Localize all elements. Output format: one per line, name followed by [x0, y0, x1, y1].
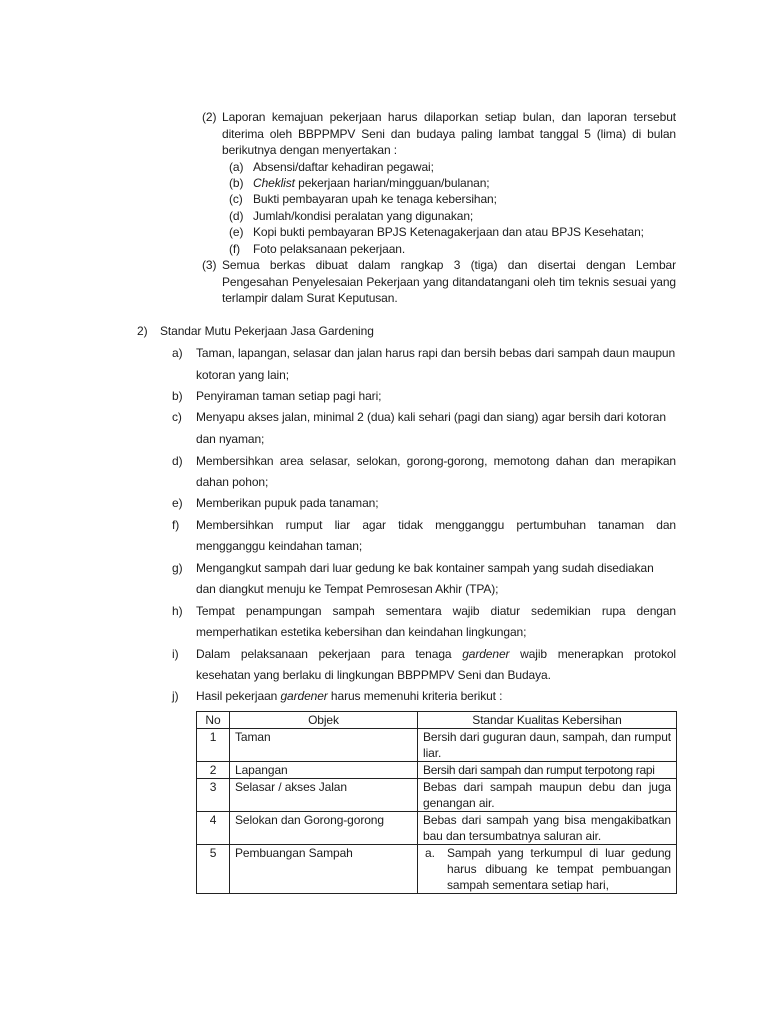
cleanliness-standard-table [196, 711, 677, 894]
item-c-line-1: Menyapu akses jalan, minimal 2 (dua) kali sehari (pagi dan siang) agar bersih dari kotoran [196, 410, 666, 424]
item-3-line-1: Semua berkas dibuat dalam rangkap 3 (tiga) dan disertai dengan Lembar [222, 258, 676, 272]
subitem-d-label: (d) [229, 209, 244, 223]
subitem-b-text [253, 176, 490, 190]
item-j-line-1 [196, 689, 676, 703]
item-j-part-1: Hasil pekerjaan [196, 689, 281, 703]
subitem-e-label: (e) [229, 225, 244, 239]
subitem-c-text: Bukti pembayaran upah ke tenaga kebersihan; [253, 192, 497, 206]
row-2-objek: Lapangan [230, 762, 418, 779]
row-5-standar-text: Sampah yang terkumpul di luar gedung harus dibuang ke tempat pembuangan sampah sementara setiap hari, [447, 846, 671, 892]
item-d-line-2: dahan pohon; [196, 475, 269, 489]
item-2-line-1: Laporan kemajuan pekerjaan harus dilaporkan setiap bulan, dan laporan tersebut [222, 110, 676, 124]
item-2-line-2: diterima oleh BBPPMPV Seni dan budaya paling lambat tanggal 5 (lima) di bulan [222, 127, 676, 141]
row-1-standar: Bersih dari guguran daun, sampah, dan rumput liar. [418, 729, 677, 762]
subitem-a-text: Absensi/daftar kehadiran pegawai; [253, 160, 434, 174]
row-5-standar [418, 845, 677, 894]
item-f-line-2: mengganggu keindahan taman; [196, 539, 363, 553]
item-i-part-2: wajib menerapkan protokol [509, 647, 676, 661]
subitem-b-label: (b) [229, 176, 244, 190]
item-3-line-2: Pengesahan Penyelesaian Pekerjaan yang ditandatangani oleh tim teknis sesuai yang [222, 275, 676, 289]
item-g-label: g) [172, 561, 183, 575]
item-i-line-2: kesehatan yang berlaku di lingkungan BBPPMPV Seni dan Budaya. [196, 668, 551, 682]
item-i-italic: gardener [462, 647, 510, 661]
item-c-label: c) [172, 410, 182, 424]
item-e-line-1: Memberikan pupuk pada tanaman; [196, 496, 379, 510]
row-5-standar-label: a. [425, 846, 435, 860]
item-i-part-1: Dalam pelaksanaan pekerjaan para tenaga [196, 647, 463, 661]
subitem-b-rest: pekerjaan harian/mingguan/bulanan; [294, 176, 490, 190]
row-5-objek: Pembuangan Sampah [230, 845, 418, 894]
row-3-objek: Selasar / akses Jalan [230, 779, 418, 812]
subitem-b-italic: Cheklist [253, 176, 295, 190]
item-3-number: (3) [202, 258, 217, 272]
row-4-objek: Selokan dan Gorong-gorong [230, 812, 418, 845]
item-2-number: (2) [202, 110, 217, 124]
table-row [197, 729, 677, 762]
item-a-line-1: Taman, lapangan, selasar dan jalan harus rapi dan bersih bebas dari sampah daun maupun [196, 346, 676, 360]
item-h-line-2: memperhatikan estetika kebersihan dan keindahan lingkungan; [196, 625, 527, 639]
subitem-f-label: (f) [229, 242, 241, 256]
table-row [197, 845, 677, 894]
subitem-f-text: Foto pelaksanaan pekerjaan. [253, 242, 406, 256]
row-2-no: 2 [197, 762, 230, 779]
item-3-line-3: terlampir dalam Surat Keputusan. [222, 291, 398, 305]
header-no: No [197, 712, 230, 729]
table-row [197, 762, 677, 779]
section-number: 2) [137, 324, 148, 338]
row-4-no: 4 [197, 812, 230, 845]
subitem-c-label: (c) [229, 192, 243, 206]
row-5-no: 5 [197, 845, 230, 894]
row-2-standar: Bersih dari sampah dan rumput terpotong rapi [418, 762, 677, 779]
section-title: Standar Mutu Pekerjaan Jasa Gardening [160, 324, 374, 338]
subitem-a-label: (a) [229, 160, 244, 174]
item-a-line-2: kotoran yang lain; [196, 368, 289, 382]
row-3-standar: Bebas dari sampah maupun debu dan juga genangan air. [418, 779, 677, 812]
item-e-label: e) [172, 496, 183, 510]
item-i-label: i) [172, 647, 179, 661]
item-j-part-2: harus memenuhi kriteria berikut : [327, 689, 503, 703]
item-a-label: a) [172, 346, 183, 360]
item-b-line-1: Penyiraman taman setiap pagi hari; [196, 389, 382, 403]
subitem-e-text: Kopi bukti pembayaran BPJS Ketenagakerjaan dan atau BPJS Kesehatan; [253, 225, 644, 239]
item-d-line-1: Membersihkan area selasar, selokan, gorong-gorong, memotong dahan dan merapikan [196, 454, 676, 468]
item-d-label: d) [172, 454, 183, 468]
item-j-label: j) [172, 689, 179, 703]
item-j-italic: gardener [280, 689, 328, 703]
item-h-label: h) [172, 604, 183, 618]
header-objek: Objek [230, 712, 418, 729]
item-h-line-1: Tempat penampungan sampah sementara wajib diatur sedemikian rupa dengan [196, 604, 676, 618]
row-1-objek: Taman [230, 729, 418, 762]
item-b-label: b) [172, 389, 183, 403]
table-row [197, 779, 677, 812]
item-f-label: f) [172, 518, 180, 532]
row-3-no: 3 [197, 779, 230, 812]
row-4-standar: Bebas dari sampah yang bisa mengakibatkan bau dan tersumbatnya saluran air. [418, 812, 677, 845]
row-1-no: 1 [197, 729, 230, 762]
item-g-line-1: Mengangkut sampah dari luar gedung ke bak kontainer sampah yang sudah disediakan [196, 561, 654, 575]
header-standar: Standar Kualitas Kebersihan [418, 712, 677, 729]
table-header-row [197, 712, 677, 729]
item-f-line-1: Membersihkan rumput liar agar tidak mengganggu pertumbuhan tanaman dan [196, 518, 676, 532]
item-2-line-3: berikutnya dengan menyertakan : [222, 143, 398, 157]
table-row [197, 812, 677, 845]
item-c-line-2: dan nyaman; [196, 432, 265, 446]
item-g-line-2: dan diangkut menuju ke Tempat Pemrosesan Akhir (TPA); [196, 582, 499, 596]
item-i-line-1 [196, 647, 676, 661]
subitem-d-text: Jumlah/kondisi peralatan yang digunakan; [253, 209, 474, 223]
